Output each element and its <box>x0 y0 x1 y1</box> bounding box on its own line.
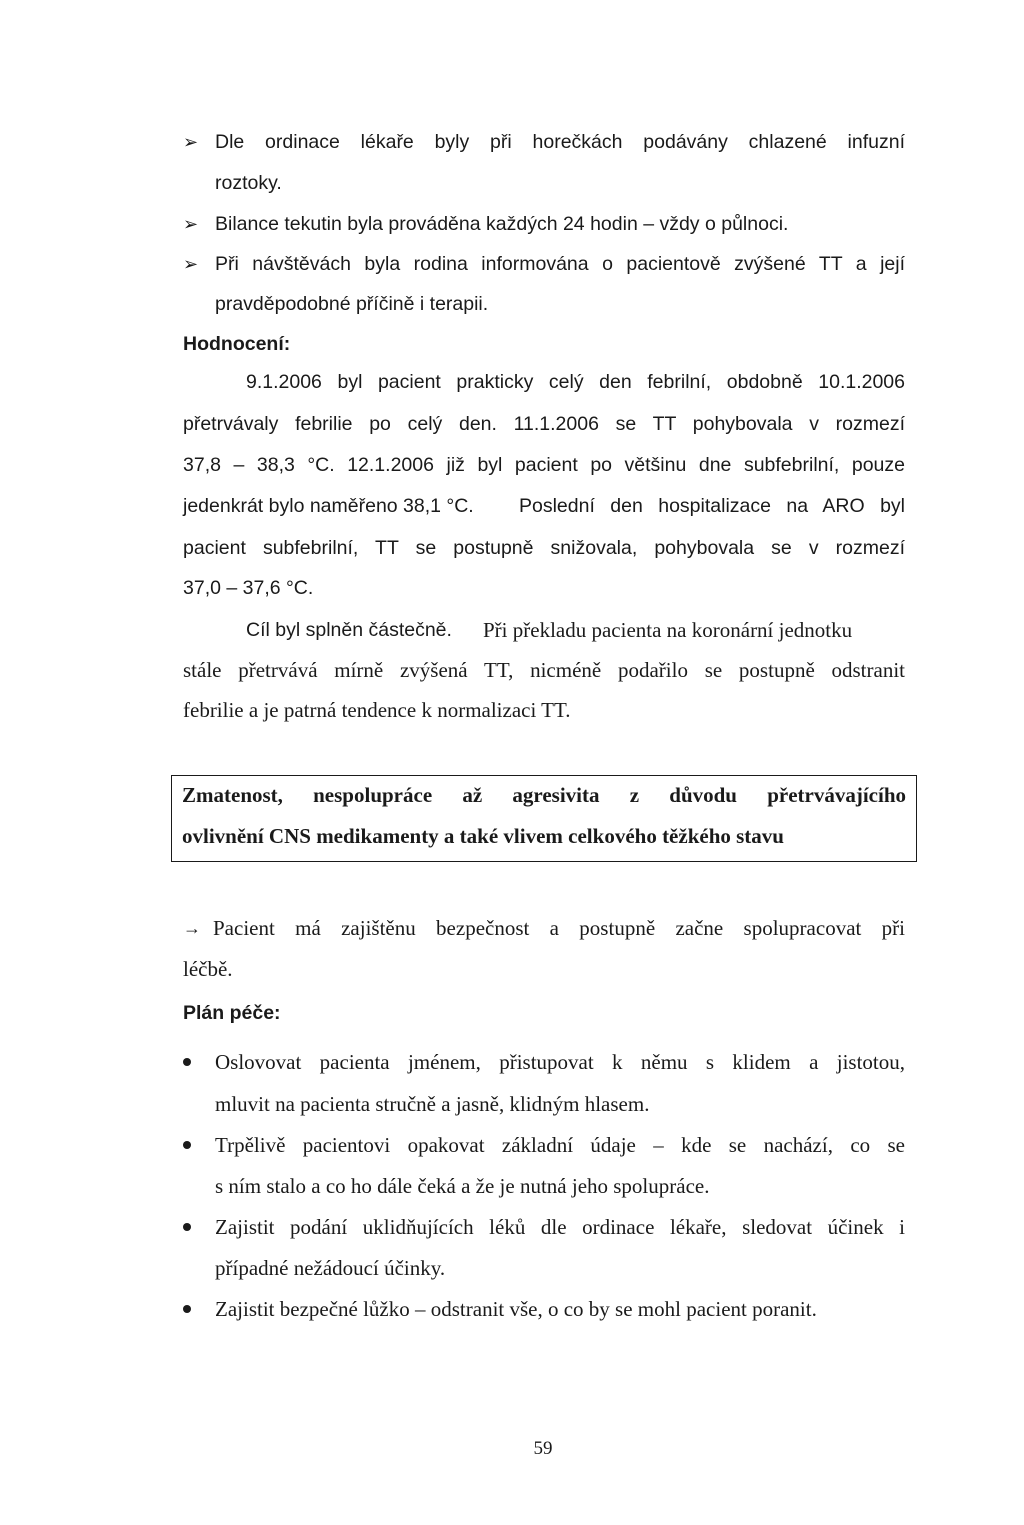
bullet-dot-icon <box>183 1058 191 1066</box>
bullet-text: roztoky. <box>215 172 282 194</box>
evaluation-line: pacient subfebrilní, TT se postupně snižovala, pohybovala se v rozmezí <box>183 537 905 559</box>
evaluation-line: jedenkrát bylo naměřeno 38,1 °C. <box>183 495 474 517</box>
evaluation-line: přetrvávaly febrilie po celý den. 11.1.2006 se TT pohybovala v rozmezí <box>183 413 905 435</box>
bullet-dot-icon <box>183 1305 191 1313</box>
evaluation-line: 37,8 – 38,3 °C. 12.1.2006 již byl pacient po většinu dne subfebrilní, pouze <box>183 454 905 476</box>
bullet-text: Při návštěvách byla rodina informována o pacientově zvýšené TT a její <box>215 253 905 275</box>
diagnosis-text: ovlivnění CNS medikamenty a také vlivem celkového těžkého stavu <box>182 824 784 848</box>
care-plan-item: Trpělivě pacientovi opakovat základní údaje – kde se nachází, co se <box>215 1133 905 1157</box>
goal-text: Pacient má zajištěnu bezpečnost a postupně začne spolupracovat při <box>213 916 905 940</box>
arrowhead-bullet-icon: ➢ <box>183 214 199 234</box>
care-plan-item: případné nežádoucí účinky. <box>215 1256 446 1280</box>
bullet-dot-icon <box>183 1141 191 1149</box>
care-plan-heading: Plán péče: <box>183 1002 281 1024</box>
care-plan-item: Oslovovat pacienta jménem, přistupovat k němu s klidem a jistotou, <box>215 1050 905 1074</box>
evaluation-line: 9.1.2006 byl pacient prakticky celý den febrilní, obdobně 10.1.2006 <box>246 371 905 393</box>
evaluation-line: febrilie a je patrná tendence k normalizaci TT. <box>183 698 571 722</box>
arrowhead-bullet-icon: ➢ <box>183 254 199 274</box>
arrow-right-icon: → <box>183 918 201 938</box>
evaluation-line: stále přetrvává mírně zvýšená TT, nicméně podařilo se postupně odstranit <box>183 658 905 682</box>
care-plan-item: Zajistit podání uklidňujících léků dle ordinace lékaře, sledovat účinek i <box>215 1215 905 1239</box>
diagnosis-text: Zmatenost, nespolupráce až agresivita z důvodu přetrvávajícího <box>182 783 906 807</box>
evaluation-heading: Hodnocení: <box>183 333 291 355</box>
arrowhead-bullet-icon: ➢ <box>183 132 199 152</box>
bullet-dot-icon <box>183 1223 191 1231</box>
page-number: 59 <box>533 1438 553 1459</box>
evaluation-line: 37,0 – 37,6 °C. <box>183 577 314 599</box>
bullet-text: Bilance tekutin byla prováděna každých 24 hodin – vždy o půlnoci. <box>215 213 789 235</box>
bullet-text: pravděpodobné příčině i terapii. <box>215 293 489 315</box>
evaluation-line: Poslední den hospitalizace na ARO byl <box>519 495 905 517</box>
bullet-text: Dle ordinace lékaře byly při horečkách podávány chlazené infuzní <box>215 131 905 153</box>
evaluation-line: Při překladu pacienta na koronární jednotku <box>483 618 853 642</box>
goal-text: léčbě. <box>183 957 233 981</box>
care-plan-item: Zajistit bezpečné lůžko – odstranit vše, o co by se mohl pacient poranit. <box>215 1297 817 1321</box>
care-plan-item: s ním stalo a co ho dále čeká a že je nutná jeho spolupráce. <box>215 1174 710 1198</box>
care-plan-item: mluvit na pacienta stručně a jasně, klidným hlasem. <box>215 1092 650 1116</box>
goal-status: Cíl byl splněn částečně. <box>246 619 452 641</box>
